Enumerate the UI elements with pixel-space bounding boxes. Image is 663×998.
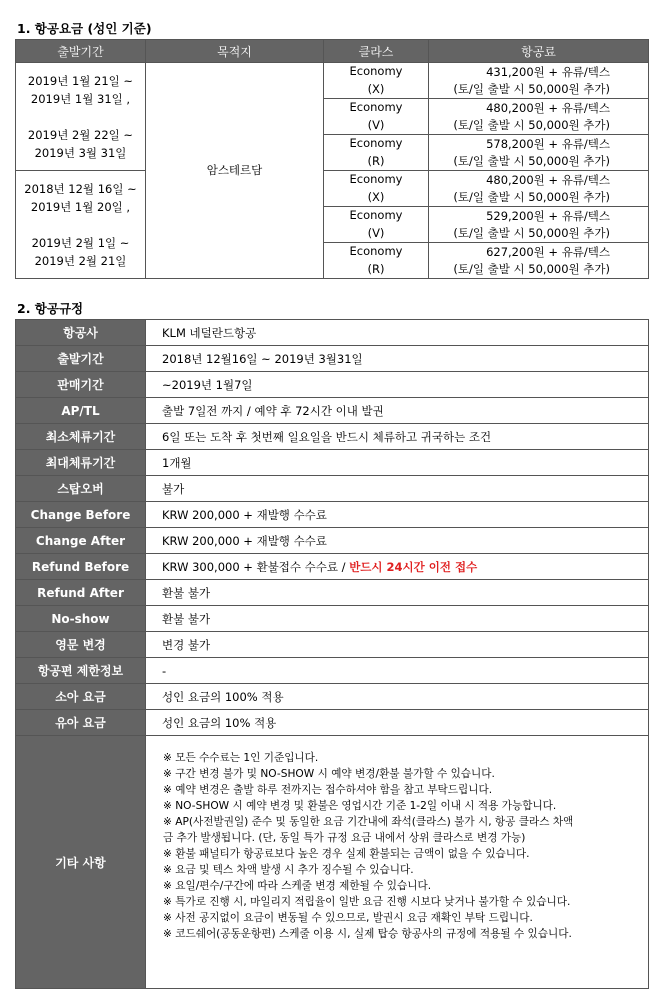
- note-line: ※ 구간 변경 불가 및 NO-SHOW 시 예약 변경/환불 불가할 수 있습니다.: [163, 768, 495, 780]
- rule-label: Refund After: [16, 580, 146, 606]
- rule-row: [16, 372, 649, 398]
- price-amount: 529,200원 + 유류/텍스: [486, 208, 610, 223]
- note-line: ※ NO-SHOW 시 예약 변경 및 환불은 영업시간 기준 1-2일 이내 시 적용 가능합니다.: [163, 800, 557, 812]
- fare-price: [429, 171, 649, 207]
- rule-label: No-show: [16, 606, 146, 632]
- destination-cell: 암스테르담: [146, 63, 324, 279]
- rule-row: [16, 710, 649, 736]
- rule-value-text: 성인 요금의 100% 적용: [162, 689, 284, 704]
- rule-value-text: 불가: [162, 481, 185, 496]
- note-line: ※ 모든 수수료는 1인 기준입니다.: [163, 752, 319, 764]
- rule-label: 유아 요금: [16, 710, 146, 736]
- period-line: 2019년 1월 21일 ~: [27, 73, 134, 88]
- rule-row: [16, 632, 649, 658]
- note-line: ※ 요금 및 텍스 차액 발생 시 추가 징수될 수 있습니다.: [163, 864, 414, 876]
- price-amount: 627,200원 + 유류/텍스: [486, 244, 610, 259]
- rule-value: [146, 424, 649, 450]
- class-code: (R): [367, 261, 385, 276]
- rule-value-text: 환불 불가: [162, 611, 211, 626]
- rule-value: [146, 658, 649, 684]
- rule-value-text: 2018년 12월16일 ~ 2019년 3월31일: [162, 351, 363, 366]
- fare-class: [324, 135, 429, 171]
- rule-value: [146, 372, 649, 398]
- rule-value-text: 6일 또는 도착 후 첫번째 일요일을 반드시 체류하고 귀국하는 조건: [162, 429, 492, 444]
- rule-row: [16, 554, 649, 580]
- rule-label: 출발기간: [16, 346, 146, 372]
- class-name: Economy: [349, 64, 403, 78]
- rule-value-text: -: [162, 663, 167, 678]
- price-note: (토/일 출발 시 50,000원 추가): [453, 81, 610, 96]
- fare-header-2: 클라스: [324, 40, 429, 63]
- rule-label: Change Before: [16, 502, 146, 528]
- period-line: [16, 216, 145, 234]
- note-line: ※ 코드쉐어(공동운항편) 스케줄 이용 시, 실제 탑승 항공사의 규정에 적용될 수 있습니다.: [163, 928, 572, 940]
- rule-row: [16, 528, 649, 554]
- rule-value: [146, 606, 649, 632]
- notes-cell: [146, 736, 649, 989]
- fare-header-0: 출발기간: [16, 40, 146, 63]
- rules-table: [15, 319, 649, 989]
- rule-value-text: KRW 200,000 + 재발행 수수료: [162, 507, 327, 522]
- class-name: Economy: [349, 208, 403, 222]
- rule-value: [146, 502, 649, 528]
- rule-row: [16, 424, 649, 450]
- rule-value: [146, 320, 649, 346]
- fare-header-3: 항공료: [429, 40, 649, 63]
- rule-row: [16, 320, 649, 346]
- rule-value-text: 환불 불가: [162, 585, 211, 600]
- note-line: ※ 예약 변경은 출발 하루 전까지는 접수하셔야 함을 참고 부탁드립니다.: [163, 784, 493, 796]
- period-line: 2019년 2월 22일 ~: [27, 127, 134, 142]
- price-note: (토/일 출발 시 50,000원 추가): [453, 153, 610, 168]
- fare-class: [324, 243, 429, 279]
- fare-row: [16, 171, 649, 207]
- notes-label: 기타 사항: [16, 736, 146, 989]
- rule-label: 항공편 제한정보: [16, 658, 146, 684]
- rule-row: [16, 658, 649, 684]
- price-note: (토/일 출발 시 50,000원 추가): [453, 189, 610, 204]
- period-line: 2019년 3월 31일: [34, 145, 127, 160]
- class-code: (V): [367, 225, 385, 240]
- rule-value: [146, 684, 649, 710]
- rule-label: 영문 변경: [16, 632, 146, 658]
- note-line: 금 추가 발생됩니다. (단, 동일 특가 규정 요금 내에서 상위 클라스로 변경 가능): [163, 832, 526, 844]
- fare-class: [324, 207, 429, 243]
- rule-label: Refund Before: [16, 554, 146, 580]
- fare-price: [429, 99, 649, 135]
- price-note: (토/일 출발 시 50,000원 추가): [453, 261, 610, 276]
- fare-table: [15, 39, 649, 279]
- rule-label: 최대체류기간: [16, 450, 146, 476]
- period-line: 2019년 1월 20일 ,: [30, 199, 131, 214]
- fare-period-1: [16, 171, 146, 279]
- rule-row: [16, 398, 649, 424]
- price-amount: 480,200원 + 유류/텍스: [486, 172, 610, 187]
- note-line: ※ 환불 패널티가 항공료보다 높은 경우 실제 환불되는 금액이 없을 수 있습니다.: [163, 848, 530, 860]
- section-title-rules: 2. 항공규정: [17, 301, 84, 316]
- rule-value-text: 1개월: [162, 455, 192, 470]
- period-line: 2018년 12월 16일 ~: [24, 181, 137, 196]
- rule-value: [146, 710, 649, 736]
- rule-value-text: KLM 네덜란드항공: [162, 325, 257, 340]
- rule-value: [146, 554, 649, 580]
- rule-value-text: 출발 7일전 까지 / 예약 후 72시간 이내 발권: [162, 403, 384, 418]
- price-amount: 431,200원 + 유류/텍스: [486, 64, 610, 79]
- fare-class: [324, 99, 429, 135]
- note-line: ※ 특가로 진행 시, 마일리지 적립율이 일반 요금 진행 시보다 낮거나 불가할 수 있습니다.: [163, 896, 571, 908]
- rule-value: [146, 632, 649, 658]
- rule-value-text: ~2019년 1월7일: [162, 377, 253, 392]
- rule-row: [16, 450, 649, 476]
- price-amount: 480,200원 + 유류/텍스: [486, 100, 610, 115]
- rule-value: [146, 450, 649, 476]
- class-code: (X): [367, 81, 385, 96]
- rule-label: 최소체류기간: [16, 424, 146, 450]
- period-line: 2019년 2월 21일: [34, 253, 127, 268]
- rule-row: [16, 580, 649, 606]
- rule-value: [146, 580, 649, 606]
- rule-value-text: 성인 요금의 10% 적용: [162, 715, 277, 730]
- rule-value: [146, 346, 649, 372]
- rule-row: [16, 606, 649, 632]
- fare-class: [324, 63, 429, 99]
- rule-row: [16, 476, 649, 502]
- rule-value: [146, 476, 649, 502]
- rule-label: 판매기간: [16, 372, 146, 398]
- rule-row: [16, 684, 649, 710]
- rule-label: 소아 요금: [16, 684, 146, 710]
- fare-price: [429, 135, 649, 171]
- period-line: 2019년 1월 31일 ,: [30, 91, 131, 106]
- class-name: Economy: [349, 136, 403, 150]
- class-code: (V): [367, 117, 385, 132]
- class-name: Economy: [349, 244, 403, 258]
- price-amount: 578,200원 + 유류/텍스: [486, 136, 610, 151]
- rule-label: 스탑오버: [16, 476, 146, 502]
- rule-row: [16, 502, 649, 528]
- note-line: ※ 요일/편수/구간에 따라 스케줄 변경 제한될 수 있습니다.: [163, 880, 432, 892]
- fare-period-0: [16, 63, 146, 171]
- price-note: (토/일 출발 시 50,000원 추가): [453, 225, 610, 240]
- class-name: Economy: [349, 172, 403, 186]
- price-note: (토/일 출발 시 50,000원 추가): [453, 117, 610, 132]
- note-line: ※ AP(사전발권일) 준수 및 동일한 요금 기간내에 좌석(클라스) 불가 시, 항공 클라스 차액: [163, 816, 574, 828]
- rule-value-text: KRW 300,000 + 환불접수 수수료 /: [162, 559, 350, 574]
- period-line: [16, 108, 145, 126]
- notes-row: [16, 736, 649, 989]
- rule-label: 항공사: [16, 320, 146, 346]
- period-line: 2019년 2월 1일 ~: [31, 235, 130, 250]
- rule-label: Change After: [16, 528, 146, 554]
- rule-value: [146, 528, 649, 554]
- class-code: (R): [367, 153, 385, 168]
- fare-class: [324, 171, 429, 207]
- fare-price: [429, 63, 649, 99]
- fare-row: [16, 63, 649, 99]
- rule-label: AP/TL: [16, 398, 146, 424]
- rule-value-text: KRW 200,000 + 재발행 수수료: [162, 533, 327, 548]
- note-line: ※ 사전 공지없이 요금이 변동될 수 있으므로, 발권시 요금 재확인 부탁 드립니다.: [163, 912, 533, 924]
- fare-price: [429, 207, 649, 243]
- rule-value: [146, 398, 649, 424]
- fare-header-1: 목적지: [146, 40, 324, 63]
- rule-row: [16, 346, 649, 372]
- rule-highlight: 반드시 24시간 이전 접수: [349, 559, 478, 574]
- rule-value-text: 변경 불가: [162, 637, 211, 652]
- class-name: Economy: [349, 100, 403, 114]
- class-code: (X): [367, 189, 385, 204]
- section-title-fares: 1. 항공요금 (성인 기준): [17, 21, 152, 36]
- fare-price: [429, 243, 649, 279]
